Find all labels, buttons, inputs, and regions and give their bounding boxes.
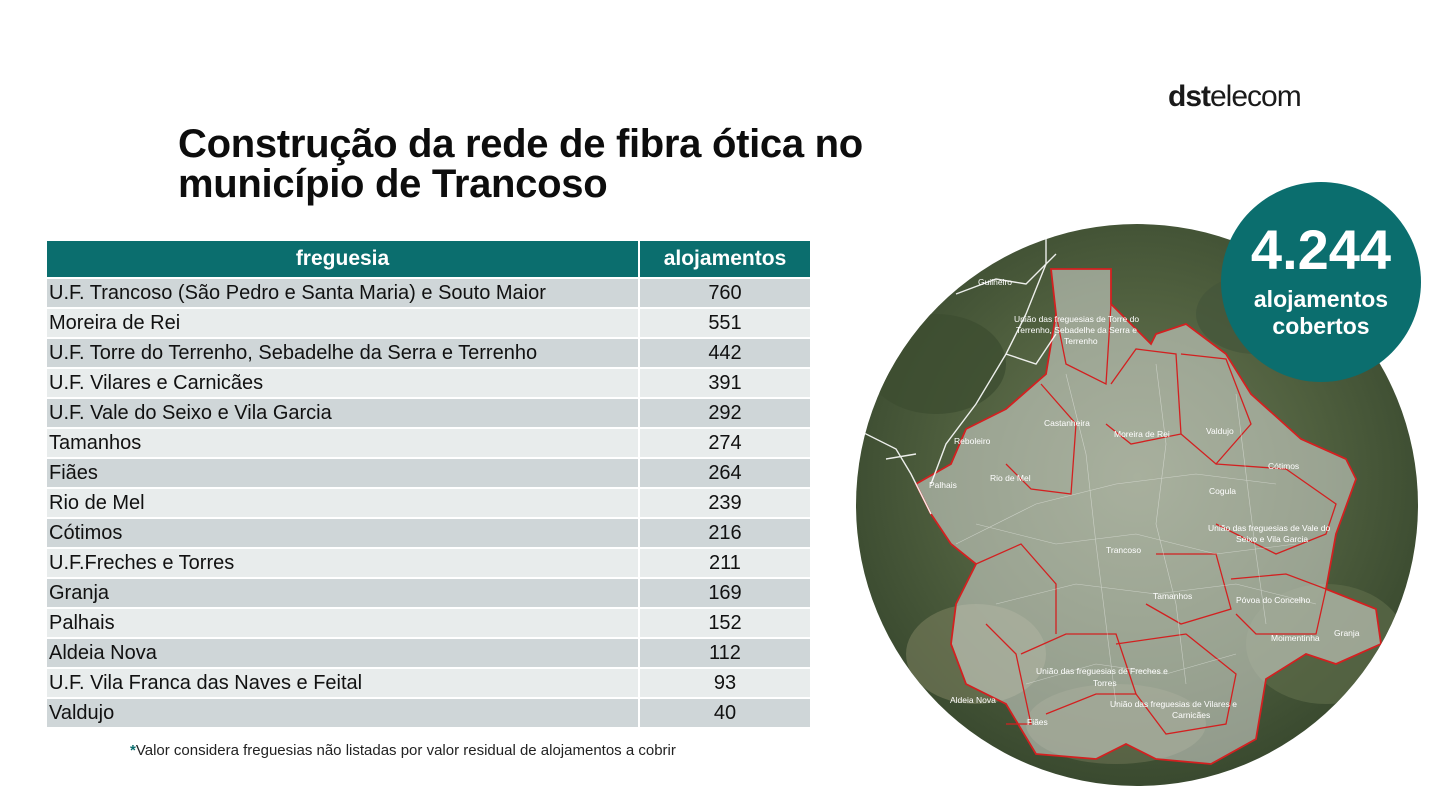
- page-title-line2: município de Trancoso: [178, 162, 608, 206]
- map-label-moimentinha: Moimentinha: [1271, 633, 1320, 643]
- map-label-freches-line1: União das freguesias de Freches e: [1036, 666, 1168, 676]
- table-row: [47, 577, 810, 607]
- map-label-tamanhos: Tamanhos: [1153, 591, 1193, 601]
- map-label-vale-seixo-line1: União das freguesias de Vale do: [1208, 523, 1331, 533]
- table-row: [47, 457, 810, 487]
- row-alojamentos: 551: [640, 307, 810, 337]
- row-alojamentos: 391: [640, 367, 810, 397]
- row-freguesia: U.F. Vale do Seixo e Vila Garcia: [47, 397, 640, 427]
- table-row: [47, 697, 810, 727]
- row-freguesia: Aldeia Nova: [47, 637, 640, 667]
- row-freguesia: U.F.Freches e Torres: [47, 547, 640, 577]
- row-alojamentos: 274: [640, 427, 810, 457]
- map-label-moreira-de-rei: Moreira de Rei: [1114, 429, 1170, 439]
- map-label-fiaes: Fiães: [1027, 717, 1048, 727]
- map-label-trancoso: Trancoso: [1106, 545, 1142, 555]
- row-freguesia: Fiães: [47, 457, 640, 487]
- table-row: [47, 517, 810, 547]
- map-label-torre-line2: Terrenho, Sebadelhe da Serra e: [1016, 325, 1137, 335]
- coverage-label-line1: alojamentos: [1253, 286, 1389, 312]
- brand-logo-part1: dst: [1168, 80, 1210, 113]
- row-freguesia: U.F. Trancoso (São Pedro e Santa Maria) e Souto Maior: [47, 277, 640, 307]
- footnote: [130, 742, 676, 759]
- coverage-number: 4.244: [1250, 218, 1392, 281]
- row-freguesia: Tamanhos: [47, 427, 640, 457]
- row-alojamentos: 112: [640, 637, 810, 667]
- table-row: [47, 337, 810, 367]
- coverage-badge: [1221, 182, 1421, 382]
- row-freguesia: Valdujo: [47, 697, 640, 727]
- map-label-vilares-line2: Carnicães: [1172, 710, 1211, 720]
- map-label-vale-seixo-line2: Seixo e Vila Garcia: [1236, 534, 1309, 544]
- map-label-valdujo: Valdujo: [1206, 426, 1234, 436]
- row-alojamentos: 40: [640, 697, 810, 727]
- table-row: [47, 547, 810, 577]
- map-label-povoa-do-concelho: Póvoa do Concelho: [1236, 595, 1311, 605]
- row-alojamentos: 211: [640, 547, 810, 577]
- row-alojamentos: 760: [640, 277, 810, 307]
- page-title-line1: Construção da rede de fibra ótica no: [178, 122, 863, 166]
- map-label-palhais: Palhais: [929, 480, 957, 490]
- row-freguesia: U.F. Vilares e Carnicães: [47, 367, 640, 397]
- footnote-text: Valor considera freguesias não listadas por valor residual de alojamentos a cobrir: [135, 742, 676, 759]
- row-alojamentos: 442: [640, 337, 810, 367]
- map-label-castanheira: Castanheira: [1044, 418, 1090, 428]
- table-row: [47, 367, 810, 397]
- page-title: [178, 124, 998, 204]
- row-freguesia: U.F. Torre do Terrenho, Sebadelhe da Serra e Terrenho: [47, 337, 640, 367]
- header-alojamentos: alojamentos: [640, 241, 810, 277]
- map-label-freches-line2: Torres: [1093, 678, 1117, 688]
- map-label-guilheiro: Guilheiro: [978, 277, 1013, 287]
- row-freguesia: Moreira de Rei: [47, 307, 640, 337]
- map-label-cotimos: Cótimos: [1268, 461, 1300, 471]
- brand-logo: [1168, 80, 1301, 114]
- table-header-row: [47, 241, 810, 277]
- coverage-label-line2: cobertos: [1272, 313, 1370, 339]
- row-alojamentos: 216: [640, 517, 810, 547]
- row-alojamentos: 264: [640, 457, 810, 487]
- header-freguesia: freguesia: [47, 241, 640, 277]
- row-alojamentos: 93: [640, 667, 810, 697]
- map-label-torre-line3: Terrenho: [1064, 336, 1098, 346]
- map-label-vilares-line1: União das freguesias de Vilares e: [1110, 699, 1237, 709]
- table-row: [47, 607, 810, 637]
- row-freguesia: Granja: [47, 577, 640, 607]
- map-label-granja: Granja: [1334, 628, 1360, 638]
- map-label-reboleiro: Reboleiro: [954, 436, 991, 446]
- row-alojamentos: 169: [640, 577, 810, 607]
- table-row: [47, 277, 810, 307]
- map-label-aldeia-nova: Aldeia Nova: [950, 695, 996, 705]
- footnote-star: *: [130, 742, 136, 759]
- row-alojamentos: 239: [640, 487, 810, 517]
- table-row: [47, 397, 810, 427]
- map-label-torre-line1: União das freguesias de Torre do: [1014, 314, 1140, 324]
- table-row: [47, 427, 810, 457]
- table-row: [47, 667, 810, 697]
- housing-table: [47, 241, 810, 727]
- table-row: [47, 487, 810, 517]
- coverage-label: [1221, 286, 1421, 340]
- table-row: [47, 307, 810, 337]
- row-freguesia: U.F. Vila Franca das Naves e Feital: [47, 667, 640, 697]
- row-alojamentos: 152: [640, 607, 810, 637]
- row-freguesia: Cótimos: [47, 517, 640, 547]
- map-label-rio-de-mel: Rio de Mel: [990, 473, 1031, 483]
- row-alojamentos: 292: [640, 397, 810, 427]
- row-freguesia: Palhais: [47, 607, 640, 637]
- table-row: [47, 637, 810, 667]
- brand-logo-part2: elecom: [1210, 80, 1301, 113]
- map-label-cogula: Cogula: [1209, 486, 1236, 496]
- row-freguesia: Rio de Mel: [47, 487, 640, 517]
